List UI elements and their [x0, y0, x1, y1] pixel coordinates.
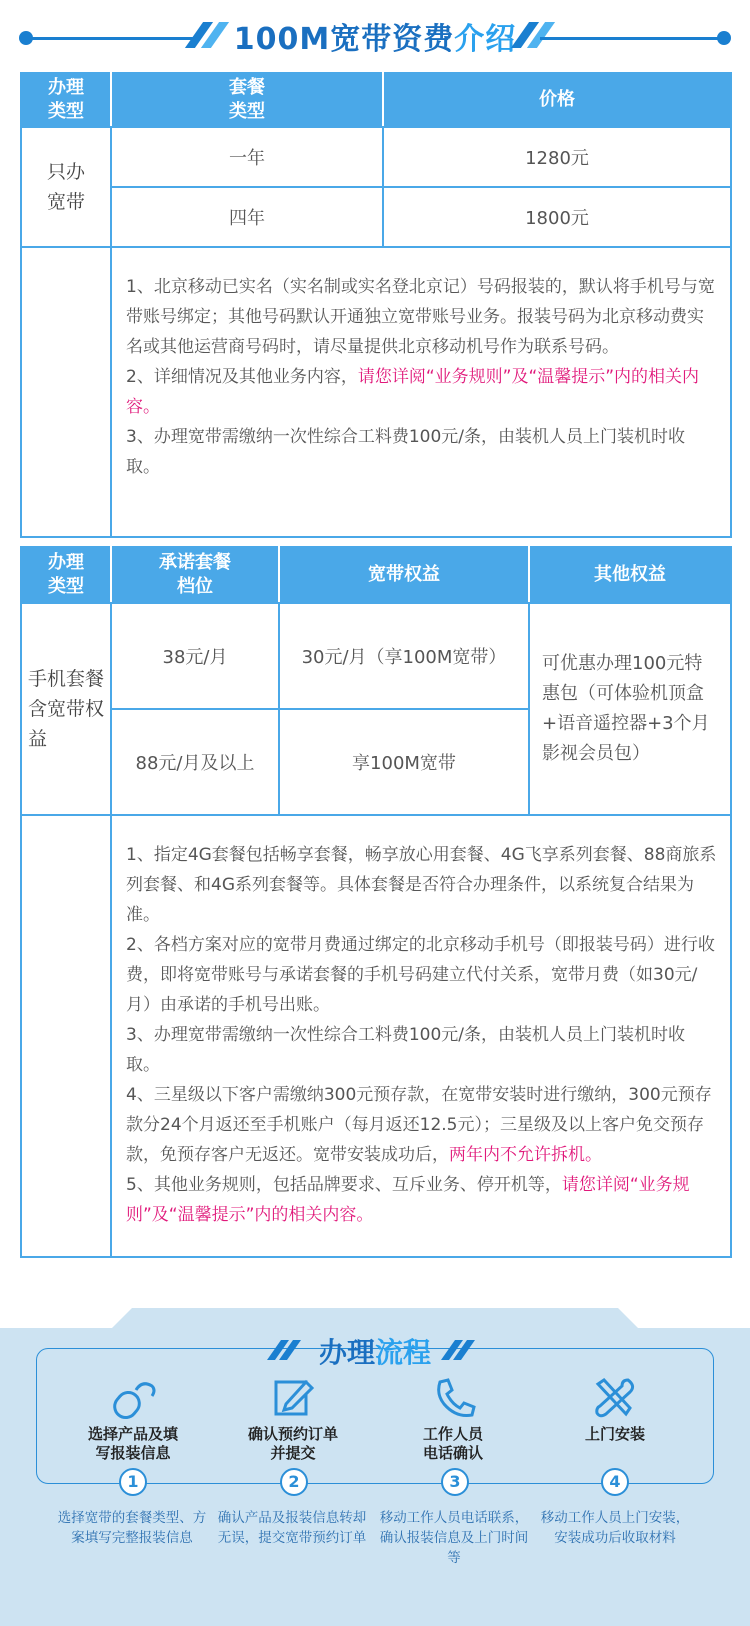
- note-item: 3、办理宽带需缴纳一次性综合工料费100元/条，由装机人员上门装机时收取。: [126, 427, 685, 477]
- header-type: 办理 类型: [21, 547, 111, 603]
- step-1-label: 选择产品及填 写报装信息: [87, 1425, 178, 1462]
- phone-icon: [432, 1376, 476, 1420]
- page-title-accent: 介绍: [454, 22, 517, 57]
- step-4-label: 上门安装: [584, 1425, 645, 1443]
- step-2-number: 2: [280, 1468, 308, 1496]
- tools-icon: [592, 1376, 636, 1420]
- process-title-accent: 流程: [375, 1336, 432, 1369]
- plan-cell: 四年: [111, 187, 383, 247]
- note-item: 2、详细情况及其他业务内容，请您详阅“业务规则”及“温馨提示”内的相关内容。: [126, 367, 700, 417]
- note-item: 1、指定4G套餐包括畅享套餐，畅享放心用套餐、4G飞享系列套餐、88商旅系列套餐、和4G系列套餐等。具体套餐是否符合办理条件，以系统复合结果为准。: [126, 845, 717, 925]
- note-item: 2、各档方案对应的宽带月费通过绑定的北京移动手机号（即报装号码）进行收费，即将宽带账号与承诺套餐的手机号码建立代付关系，宽带月费（如30元/月）由承诺的手机号出账。: [126, 935, 715, 1015]
- header-broadband-benefit: 宽带权益: [279, 547, 529, 603]
- notes-row: [21, 815, 731, 1257]
- process-title: [0, 1331, 750, 1371]
- process-title-main: 办理: [318, 1336, 375, 1369]
- benefit-cell: 30元/月（享100M宽带）: [279, 603, 529, 709]
- title-right-dot: [717, 31, 731, 45]
- header-plan: 套餐 类型: [111, 73, 383, 127]
- step-3-desc: 移动工作人员电话联系，确认报装信息及上门时间等: [379, 1510, 529, 1566]
- notes-table2: [111, 815, 731, 1257]
- table1-header-row: [21, 73, 731, 127]
- benefit-cell: 享100M宽带: [279, 709, 529, 815]
- step-3-number: 3: [441, 1468, 469, 1496]
- other-benefit-cell: 可优惠办理100元特惠包（可体验机顶盒+语音遥控器+3个月影视会员包）: [529, 603, 731, 815]
- header-tier: 承诺套餐 档位: [111, 547, 279, 603]
- header-price: 价格: [383, 73, 731, 127]
- title-right-line: [540, 37, 720, 40]
- page-title-main: 100M宽带资费: [233, 22, 455, 57]
- empty-cell: [21, 247, 111, 537]
- page-title: [0, 14, 750, 58]
- tier-cell: 88元/月及以上: [111, 709, 279, 815]
- notes-row: [21, 247, 731, 537]
- step-4-number: 4: [601, 1468, 629, 1496]
- table-row: [21, 603, 731, 709]
- empty-cell: [21, 815, 111, 1257]
- header-other-benefit: 其他权益: [529, 547, 731, 603]
- step-2-desc: 确认产品及报装信息转却无误，提交宽带预约订单: [217, 1510, 367, 1546]
- edit-icon: [272, 1376, 316, 1420]
- step-1-number: 1: [119, 1468, 147, 1496]
- price-cell: 1800元: [383, 187, 731, 247]
- step-4-desc: 移动工作人员上门安装，安装成功后收取材料: [540, 1510, 690, 1546]
- table-mobile-bundle: [20, 546, 732, 1258]
- note-item: 1、北京移动已实名（实名制或实名登北京记）号码报装的，默认将手机号与宽带账号绑定；其他号码默认开通独立宽带账号业务。报装号码为北京移动费实名或其他运营商号码时，请尽量提供北京移动机号作为联系号码。: [126, 277, 715, 357]
- table-row: [21, 187, 731, 247]
- table-row: [21, 127, 731, 187]
- type-broadband-only: 只办 宽带: [21, 127, 111, 247]
- table-broadband-only: [20, 72, 732, 538]
- title-bar: [0, 0, 750, 70]
- step-1-desc: 选择宽带的套餐类型、方案填写完整报装信息: [57, 1510, 207, 1546]
- note-item: 3、办理宽带需缴纳一次性综合工料费100元/条，由装机人员上门装机时收取。: [126, 1025, 685, 1075]
- step-2-label: 确认预约订单 并提交: [247, 1425, 338, 1462]
- price-cell: 1280元: [383, 127, 731, 187]
- note-item: 4、三星级以下客户需缴纳300元预存款，在宽带安装时进行缴纳，300元预存款分24个月返还至手机账户（每月返还12.5元）；三星级及以上客户免交预存款，免预存客户无返还。宽带安装成功后，两年内不允许拆机。: [126, 1085, 712, 1165]
- header-type: 办理 类型: [21, 73, 111, 127]
- tier-cell: 38元/月: [111, 603, 279, 709]
- mouse-icon: [112, 1376, 156, 1420]
- notes-table1: [111, 247, 731, 537]
- process-tab: [110, 1308, 640, 1330]
- type-mobile-bundle: 手机套餐 含宽带权 益: [21, 603, 111, 815]
- table2-header-row: [21, 547, 731, 603]
- plan-cell: 一年: [111, 127, 383, 187]
- note-item: 5、其他业务规则，包括品牌要求、互斥业务、停开机等，请您详阅“业务规则”及“温馨提示”内的相关内容。: [126, 1175, 690, 1225]
- step-3-label: 工作人员 电话确认: [422, 1425, 483, 1462]
